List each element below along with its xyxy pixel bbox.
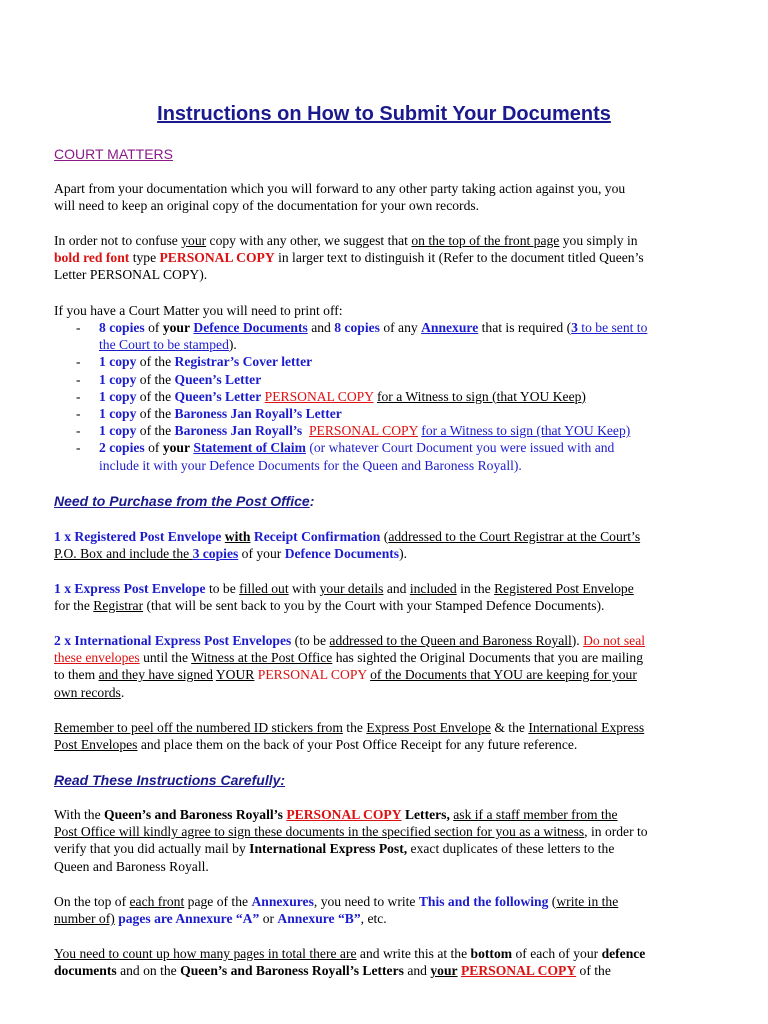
text: Registrar [93, 598, 144, 614]
text: Read These Instructions Carefully: [54, 772, 286, 788]
text: page of the [184, 894, 252, 909]
personal-copy-label: PERSONAL COPY [159, 250, 275, 266]
text: pages are Annexure “A” [118, 911, 260, 927]
text: you simply in [559, 233, 638, 248]
text: type [129, 250, 160, 266]
text: addressed to the Court Registrar at the Court’s [388, 529, 641, 544]
text: has sighted the Original Documents that you are mailing [332, 650, 644, 666]
text: the [342, 720, 367, 735]
text: of the Documents that YOU are keeping for your [370, 667, 637, 683]
text: (to be [291, 633, 330, 648]
text: Registrar’s Cover letter [174, 354, 313, 370]
text: This and the following [418, 894, 549, 909]
text: 3 [571, 320, 578, 335]
section-heading-court-matters: COURT MATTERS [54, 146, 174, 162]
text: Queen and Baroness Royall. [54, 858, 209, 874]
text: Do not seal [583, 633, 646, 648]
section-heading-read-carefully [54, 771, 285, 789]
text: ). [228, 337, 237, 353]
text: with [288, 581, 320, 596]
text: documents [54, 963, 117, 979]
text: of any [379, 320, 422, 335]
page-title: Instructions on How to Submit Your Documents [157, 103, 611, 125]
text: (that will be sent back to you by the Court with your Stamped Defence Documents). [143, 598, 605, 614]
text: Baroness Jan Royall’s Letter [174, 406, 342, 422]
text: write in the [556, 894, 619, 909]
text: ). [513, 457, 522, 473]
text: own records [54, 684, 121, 700]
text: Defence Documents [284, 546, 400, 562]
personal-copy-label: PERSONAL COPY [460, 963, 577, 979]
text: In order not to confuse [54, 233, 182, 248]
text-line: will need to keep an original copy of the documentation for your own records. [54, 198, 480, 214]
text: ask if a staff member from the [453, 807, 618, 822]
text: for the [54, 598, 94, 614]
text: with [224, 529, 251, 544]
paragraph-express-post [54, 580, 719, 614]
text: International Express [528, 720, 645, 735]
paragraph-count-pages [54, 945, 719, 979]
text: in larger text to distinguish it (Refer to the document titled Queen’s [274, 250, 644, 266]
text: your [162, 440, 190, 456]
text: (or whatever Court Document you were issued with and [305, 440, 615, 456]
text: ( [380, 529, 389, 544]
text: , you need to write [313, 894, 419, 909]
paragraph-documentation [54, 180, 719, 214]
text: of your [238, 546, 285, 562]
text: , in order to [584, 824, 648, 840]
text: Annexure “B” [277, 911, 361, 927]
list-item: - 1 copy of the Queen’s Letter PERSONAL COPY for a Witness to sign (that YOU Keep) [76, 388, 586, 404]
text: Queen’s Letter [174, 371, 262, 387]
text: of the [136, 371, 175, 387]
text: that is required ( [478, 320, 572, 335]
text: on the top of the front page [411, 233, 560, 248]
text: bold red font [54, 250, 130, 266]
text: & the [490, 720, 529, 735]
paragraph-international-post [54, 632, 719, 701]
text: of the [136, 388, 175, 404]
text: and [307, 320, 335, 335]
text: . [120, 684, 125, 700]
personal-copy-label: PERSONAL COPY [257, 667, 367, 683]
text: On the top of [54, 894, 130, 909]
text: Annexures [251, 894, 314, 909]
text: and place them on the back of your Post Office Receipt for any future reference. [137, 737, 578, 753]
text: International Express Post, [249, 841, 408, 857]
text: each front [129, 894, 185, 909]
text: to be [205, 581, 240, 596]
section-heading-post-office [54, 492, 314, 510]
text: your [430, 963, 458, 979]
text: Defence Documents [193, 320, 308, 335]
text: Baroness Jan Royall’s [174, 423, 303, 439]
text: of the [136, 406, 175, 422]
text: include it with your Defence Documents for the Queen and Baroness Royall [99, 457, 514, 473]
text: number of) [54, 911, 115, 927]
text: and they have signed [98, 667, 213, 683]
text: bottom [470, 946, 513, 961]
text: included [409, 581, 457, 596]
text: of the [136, 354, 175, 370]
list-item: - 2 copies of your Statement of Claim (or whatever Court Document you were issued with and include it with your Defence Documents for the Queen and Baroness Royall). [76, 440, 615, 473]
personal-copy-label: PERSONAL COPY [264, 388, 374, 404]
text: Queen’s and Baroness Royall’s [104, 807, 283, 822]
text: ). [399, 546, 408, 562]
text: 8 copies [99, 320, 145, 335]
text: to be sent to [577, 320, 648, 335]
text: the Court to be stamped [99, 337, 229, 353]
text: P.O. Box and include the [54, 546, 193, 562]
text: Express Post Envelope [366, 720, 491, 735]
text: Post Office will kindly agree to sign these documents in the specified section for you as a witness [54, 824, 585, 840]
text: of the [576, 963, 611, 979]
text: Queen’s and Baroness Royall’s Letters [180, 963, 404, 979]
text: 1 copy [99, 354, 137, 370]
text: of [144, 320, 163, 335]
text: until the [139, 650, 192, 666]
text: your [181, 233, 207, 248]
paragraph-personal-copy [54, 232, 719, 284]
paragraph-registered-post [54, 528, 719, 562]
paragraph-peel-stickers [54, 719, 719, 753]
text: these envelopes [54, 650, 140, 666]
paragraph-witness [54, 806, 719, 875]
text: , etc. [360, 911, 387, 927]
paragraph-print-off: If you have a Court Matter you will need to print off: [54, 303, 343, 318]
text: Need to Purchase from the Post Office [54, 493, 310, 509]
text: Registered Post Envelope [494, 581, 634, 596]
text: 2 x International Express Post Envelopes [54, 633, 292, 648]
personal-copy-label: PERSONAL COPY [286, 807, 402, 822]
text: Annexure [421, 320, 479, 335]
text: in the [456, 581, 495, 596]
text: ). [571, 633, 584, 648]
text: and [403, 963, 431, 979]
text: With the [54, 807, 105, 822]
personal-copy-label: PERSONAL COPY [308, 423, 418, 439]
text: ( [548, 894, 557, 909]
text: 1 x Registered Post Envelope [54, 529, 222, 544]
text: your [162, 320, 190, 335]
text: 1 x Express Post Envelope [54, 581, 206, 596]
text [302, 423, 309, 438]
text: Witness at the Post Office [191, 650, 333, 666]
text: Post Envelopes [54, 737, 138, 753]
text: copy with any other, we suggest that [206, 233, 412, 248]
text: 1 copy [99, 406, 137, 422]
text: for a Witness to sign (that YOU Keep) [376, 388, 586, 404]
text: 2 copies [99, 440, 145, 456]
text: defence [601, 946, 646, 961]
text: 3 copies [192, 546, 239, 562]
text: filled out [239, 581, 289, 596]
text: for a Witness to sign (that YOU Keep) [421, 423, 631, 439]
list-item: - 8 copies of your Defence Documents and 8 copies of any Annexure that is required (3 to be sent to the Court to be stamped). [76, 320, 648, 353]
text: verify that you did actually mail by [54, 841, 250, 857]
text: Statement of Claim [193, 440, 306, 456]
text: or [259, 911, 278, 927]
text: of the [136, 423, 175, 439]
list-item: - 1 copy of the Registrar’s Cover letter [76, 354, 313, 370]
paragraph-annexures [54, 893, 719, 927]
text: You need to count up how many pages in total there are [54, 946, 357, 961]
text: Queen’s Letter [174, 388, 262, 404]
text: exact duplicates of these letters to the [407, 841, 615, 857]
text: 8 copies [334, 320, 380, 335]
text: and on the [116, 963, 181, 979]
text: Letters, [404, 807, 450, 822]
list-item: - 1 copy of the Baroness Jan Royall’s PERSONAL COPY for a Witness to sign (that YOU Keep) [76, 423, 631, 439]
list-item: - 1 copy of the Baroness Jan Royall’s Letter [76, 406, 342, 422]
text: Receipt Confirmation [253, 529, 381, 544]
text: addressed to the Queen and Baroness Royall [329, 633, 572, 648]
text: and write this at the [356, 946, 471, 961]
text: your details [319, 581, 384, 596]
text: 1 copy [99, 388, 137, 404]
text: to them [54, 667, 99, 683]
text: of [144, 440, 163, 456]
text: and [383, 581, 410, 596]
text-line: Apart from your documentation which you will forward to any other party taking action against you, you [54, 181, 626, 196]
text: of each of your [512, 946, 602, 961]
text: 1 copy [99, 371, 137, 387]
text: YOUR [215, 667, 255, 683]
list-item: - 1 copy of the Queen’s Letter [76, 371, 262, 387]
text: 1 copy [99, 423, 137, 439]
print-list [54, 319, 719, 474]
text: Remember to peel off the numbered ID stickers from [54, 720, 343, 735]
text: Letter PERSONAL COPY). [54, 267, 208, 283]
text: : [309, 493, 315, 509]
